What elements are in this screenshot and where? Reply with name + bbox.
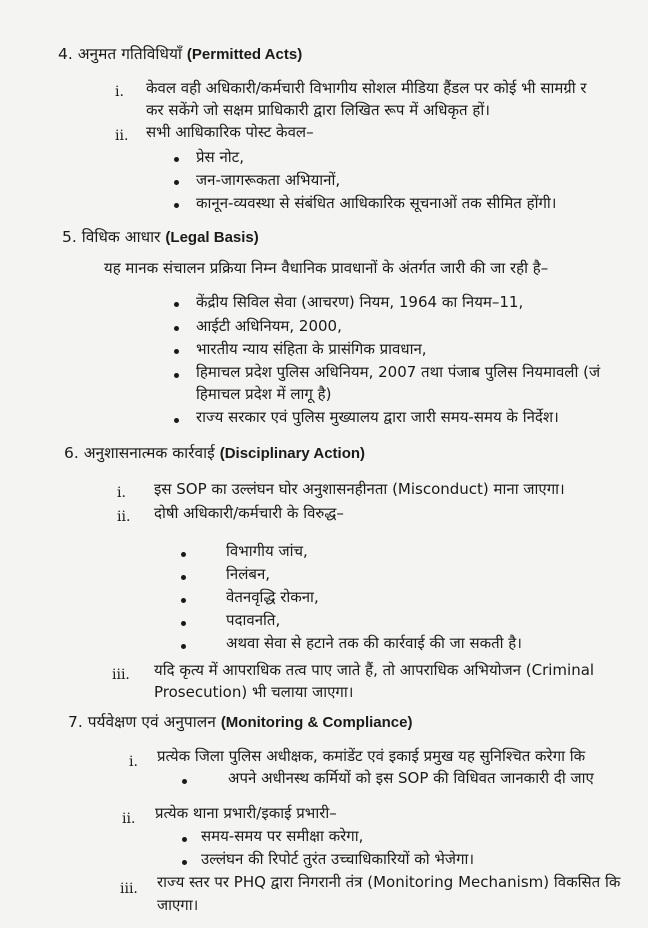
- section-5-heading: [62, 227, 259, 248]
- sec6-i-number: i.: [117, 485, 126, 501]
- sec6-ii-number: ii.: [117, 509, 131, 525]
- sec5-bullet-5: राज्य सरकार एवं पुलिस मुख्यालय द्वारा जारी समय-समय के निर्देश।: [196, 408, 559, 426]
- section-7-heading: [68, 712, 412, 733]
- bullet-dot: [174, 326, 179, 331]
- sec6-bullet-2: निलंबन,: [226, 565, 271, 583]
- bullet-dot: [181, 552, 186, 557]
- bullet-dot: [182, 779, 187, 784]
- sec4-i-number: i.: [115, 84, 124, 100]
- sec7-ii-bullet-2: उल्लंघन की रिपोर्ट तुरंत उच्चाधिकारियों को भेजेगा।: [201, 850, 475, 868]
- sec7-i-line: प्रत्येक जिला पुलिस अधीक्षक, कमांडेंट एवं इकाई प्रमुख यह सुनिश्चित करेगा कि: [157, 747, 586, 765]
- sec4-i-line-2: कर सकेंगे जो सक्षम प्राधिकारी द्वारा लिखित रूप में अधिकृत हों।: [146, 101, 490, 119]
- section-6-heading: [64, 443, 365, 464]
- sec6-iii-number: iii.: [112, 667, 130, 683]
- sec5-bullet-1: केंद्रीय सिविल सेवा (आचरण) नियम, 1964 का नियम–11,: [196, 293, 524, 311]
- sec4-i-line-1: केवल वही अधिकारी/कर्मचारी विभागीय सोशल मीडिया हैंडल पर कोई भी सामग्री र: [146, 79, 587, 97]
- bullet-dot: [174, 302, 179, 307]
- bullet-dot: [174, 180, 179, 185]
- section-4-title: 4. अनुमत गतिविधियाँ: [58, 45, 182, 63]
- bullet-dot: [181, 575, 186, 580]
- sec6-bullet-1: विभागीय जांच,: [226, 542, 308, 560]
- bullet-dot: [181, 598, 186, 603]
- sec7-iii-line-1: राज्य स्तर पर PHQ द्वारा निगरानी तंत्र (Monitoring Mechanism) विकसित कि: [157, 873, 621, 891]
- sec6-i-line: इस SOP का उल्लंघन घोर अनुशासनहीनता (Misconduct) माना जाएगा।: [154, 480, 565, 498]
- bullet-dot: [174, 373, 179, 378]
- sec6-bullet-5: अथवा सेवा से हटाने तक की कार्रवाई की जा सकती है।: [226, 634, 522, 652]
- section-5-title: 5. विधिक आधार: [62, 228, 161, 246]
- section-6-title-en: (Disciplinary Action): [219, 445, 366, 462]
- section-7-title: 7. पर्यवेक्षण एवं अनुपालन: [68, 713, 216, 731]
- sec7-ii-line: प्रत्येक थाना प्रभारी/इकाई प्रभारी–: [155, 804, 337, 822]
- sec4-bullet-1: प्रेस नोट,: [196, 148, 244, 166]
- sec5-bullet-4-continued: हिमाचल प्रदेश में लागू है): [196, 385, 332, 403]
- sec5-bullet-2: आईटी अधिनियम, 2000,: [196, 317, 342, 335]
- sec5-intro: यह मानक संचालन प्रक्रिया निम्न वैधानिक प्रावधानों के अंतर्गत जारी की जा रही है–: [104, 259, 549, 277]
- bullet-dot: [174, 203, 179, 208]
- sec6-iii-line-1: यदि कृत्य में आपराधिक तत्व पाए जाते हैं, तो आपराधिक अभियोजन (Criminal: [154, 661, 595, 679]
- sec7-ii-bullet-1: समय-समय पर समीक्षा करेगा,: [201, 827, 364, 845]
- bullet-dot: [182, 837, 187, 842]
- sec6-bullet-4: पदावनति,: [226, 611, 281, 629]
- sec4-ii-line: सभी आधिकारिक पोस्ट केवल–: [146, 123, 314, 141]
- sec6-bullet-3: वेतनवृद्धि रोकना,: [226, 588, 319, 606]
- sec5-bullet-4: हिमाचल प्रदेश पुलिस अधिनियम, 2007 तथा पंजाब पुलिस नियमावली (जं: [196, 363, 601, 381]
- sec7-i-bullet: अपने अधीनस्थ कर्मियों को इस SOP की विधिवत जानकारी दी जाए: [228, 769, 594, 787]
- sec7-i-number: i.: [129, 754, 138, 770]
- sec7-ii-number: ii.: [122, 811, 136, 827]
- section-4-heading: [58, 44, 302, 65]
- sec6-iii-line-2: Prosecution) भी चलाया जाएगा।: [154, 683, 354, 701]
- sec4-ii-number: ii.: [115, 128, 129, 144]
- sec4-bullet-2: जन-जागरूकता अभियानों,: [196, 171, 341, 189]
- sec7-iii-line-2: जाएगा।: [157, 896, 199, 914]
- sec4-bullet-3: कानून-व्यवस्था से संबंधित आधिकारिक सूचनाओं तक सीमित होंगी।: [196, 194, 557, 212]
- sec6-ii-line: दोषी अधिकारी/कर्मचारी के विरुद्ध–: [154, 504, 344, 522]
- bullet-dot: [174, 349, 179, 354]
- section-5-title-en: (Legal Basis): [165, 229, 259, 246]
- bullet-dot: [182, 860, 187, 865]
- section-7-title-en: (Monitoring & Compliance): [220, 714, 413, 731]
- bullet-dot: [181, 644, 186, 649]
- sec5-bullet-3: भारतीय न्याय संहिता के प्रासंगिक प्रावधान,: [196, 340, 427, 358]
- bullet-dot: [174, 418, 179, 423]
- bullet-dot: [174, 157, 179, 162]
- section-4-title-en: (Permitted Acts): [186, 46, 303, 63]
- bullet-dot: [181, 621, 186, 626]
- sec7-iii-number: iii.: [120, 881, 138, 897]
- section-6-title: 6. अनुशासनात्मक कार्रवाई: [64, 444, 215, 462]
